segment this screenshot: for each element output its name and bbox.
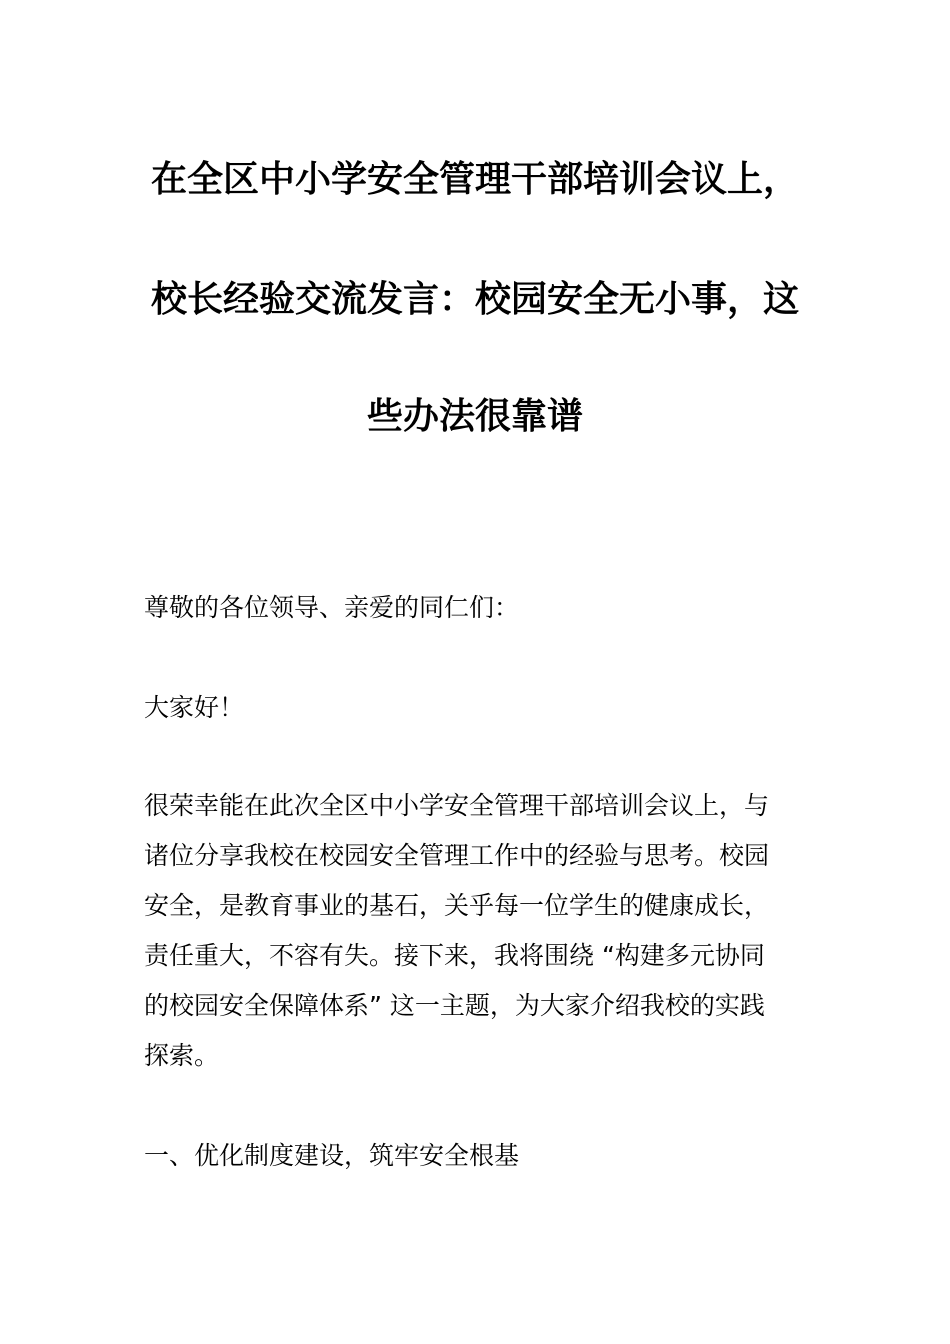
title-line-1: 在全区中小学安全管理干部培训会议上， [150, 159, 799, 200]
greeting: 尊敬的各位领导、亲爱的同仁们： [144, 593, 520, 622]
intro-line: 探索。 [144, 1041, 220, 1070]
intro-line: 很荣幸能在此次全区中小学安全管理干部培训会议上，与 [144, 791, 770, 820]
intro-paragraph [144, 781, 809, 1081]
title-line-3: 些办法很靠谱 [366, 396, 583, 437]
intro-line: 责任重大，不容有失。接下来，我将围绕 “构建多元协同 [144, 941, 765, 970]
title-line-2: 校长经验交流发言：校园安全无小事，这 [150, 279, 799, 320]
intro-line: 安全，是教育事业的基石，关乎每一位学生的健康成长， [144, 891, 770, 920]
intro-line: 诸位分享我校在校园安全管理工作中的经验与思考。校园 [144, 841, 770, 870]
hello-text: 大家好！ [144, 693, 245, 722]
section-heading: 一、优化制度建设，筑牢安全根基 [144, 1141, 520, 1170]
intro-line: 的校园安全保障体系” 这一主题，为大家介绍我校的实践 [144, 991, 765, 1020]
